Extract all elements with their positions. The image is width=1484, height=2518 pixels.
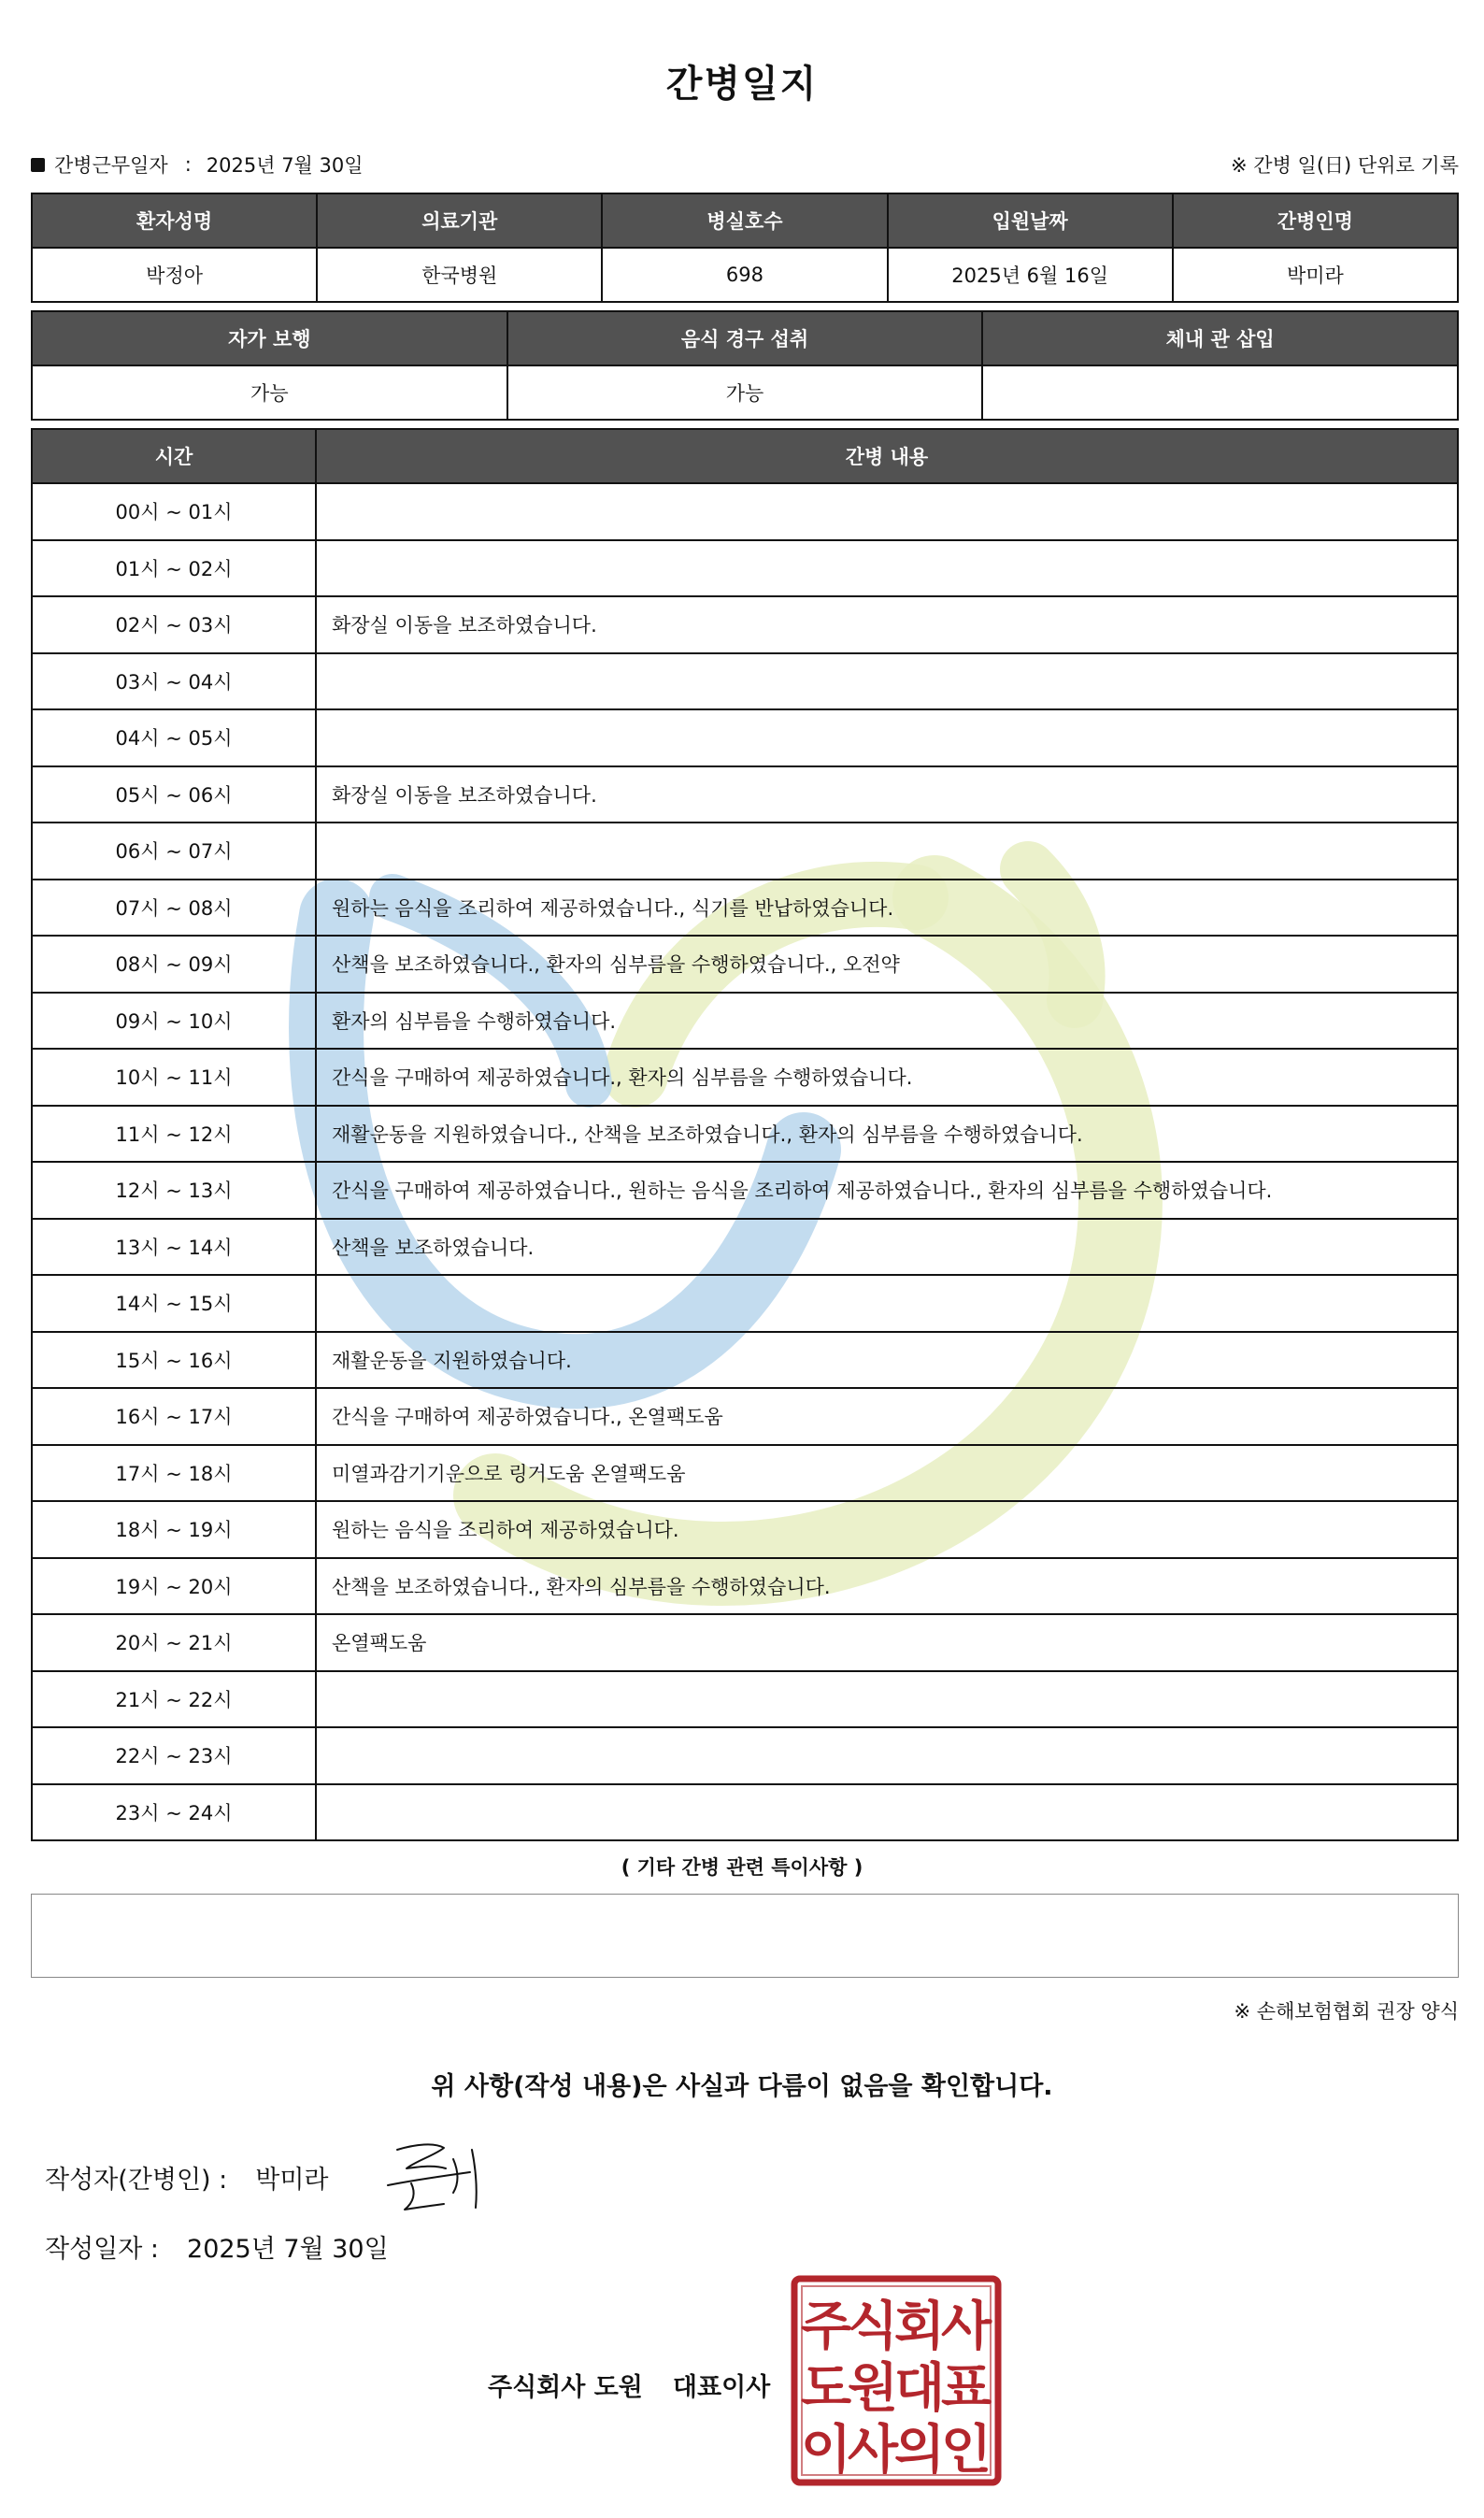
daily-record-note: ※ 간병 일(日) 단위로 기록 [1231, 154, 1459, 177]
author-name: 박미라 [255, 2166, 329, 2195]
care-log-time: 02시 ~ 03시 [32, 596, 316, 653]
care-log-time: 04시 ~ 05시 [32, 709, 316, 766]
care-log-row [32, 1106, 1458, 1163]
header-oral-intake: 음식 경구 섭취 [507, 311, 983, 365]
care-log-content [316, 1275, 1458, 1332]
patient-info-table [31, 193, 1459, 303]
work-date [31, 150, 364, 179]
care-log-content [316, 1671, 1458, 1728]
care-log-time: 14시 ~ 15시 [32, 1275, 316, 1332]
care-log-row [32, 823, 1458, 880]
work-date-value: 2025년 7월 30일 [206, 154, 364, 177]
header-tube-insertion: 체내 관 삽입 [982, 311, 1458, 365]
care-log-row [32, 1614, 1458, 1671]
recommended-form-note: ※ 손해보험협회 권장 양식 [1234, 2000, 1459, 2023]
care-log-content: 간식을 구매하여 제공하였습니다., 원하는 음식을 조리하여 제공하였습니다., 환자의 심부름을 수행하였습니다. [316, 1162, 1458, 1219]
notes-title: ( 기타 간병 관련 특이사항 ) [621, 1856, 863, 1879]
condition-value-row [32, 365, 1458, 420]
care-log-time: 15시 ~ 16시 [32, 1332, 316, 1389]
seal-character: 인 [940, 2420, 992, 2481]
care-log-row [32, 1388, 1458, 1445]
care-log-time: 18시 ~ 19시 [32, 1501, 316, 1558]
care-log-row [32, 1558, 1458, 1615]
care-log-row [32, 766, 1458, 823]
self-walking: 가능 [32, 365, 507, 420]
company-row [488, 2367, 770, 2403]
care-log-time: 22시 ~ 23시 [32, 1727, 316, 1784]
care-log-row [32, 1162, 1458, 1219]
oral-intake: 가능 [507, 365, 983, 420]
care-log-row [32, 709, 1458, 766]
header-self-walking: 자가 보행 [32, 311, 507, 365]
seal-character: 회 [893, 2296, 946, 2357]
care-log-content [316, 1727, 1458, 1784]
care-log-content: 산책을 보조하였습니다., 환자의 심부름을 수행하였습니다. [316, 1558, 1458, 1615]
meta-row [31, 150, 1459, 179]
care-log-content: 재활운동을 지원하였습니다., 산책을 보조하였습니다., 환자의 심부름을 수행하였습니다. [316, 1106, 1458, 1163]
admission-date: 2025년 6월 16일 [888, 248, 1173, 302]
care-log-content: 간식을 구매하여 제공하였습니다., 환자의 심부름을 수행하였습니다. [316, 1049, 1458, 1106]
seal-character: 이 [800, 2420, 852, 2481]
company-seal-icon [791, 2275, 1002, 2486]
patient-condition-table [31, 310, 1459, 421]
care-log-time: 13시 ~ 14시 [32, 1219, 316, 1276]
care-log-content: 재활운동을 지원하였습니다. [316, 1332, 1458, 1389]
tube-insertion [982, 365, 1458, 420]
care-log-row [32, 483, 1458, 540]
care-log-time: 19시 ~ 20시 [32, 1558, 316, 1615]
care-log-row [32, 596, 1458, 653]
room-number: 698 [602, 248, 887, 302]
care-log-row [32, 880, 1458, 937]
header-care-content: 간병 내용 [316, 429, 1458, 483]
care-log-time: 00시 ~ 01시 [32, 483, 316, 540]
company-name: 주식회사 도원 [488, 2373, 643, 2402]
care-log-time: 17시 ~ 18시 [32, 1445, 316, 1502]
care-log-time: 07시 ~ 08시 [32, 880, 316, 937]
care-log-time: 23시 ~ 24시 [32, 1784, 316, 1841]
care-log-content: 미열과감기기운으로 링거도움 온열팩도움 [316, 1445, 1458, 1502]
written-date-row [45, 2228, 389, 2265]
care-log-content [316, 1784, 1458, 1841]
care-log-row [32, 1784, 1458, 1841]
care-log-row [32, 1219, 1458, 1276]
written-date: 2025년 7월 30일 [187, 2235, 389, 2264]
care-log-content [316, 823, 1458, 880]
care-log-time: 21시 ~ 22시 [32, 1671, 316, 1728]
care-log-content: 화장실 이동을 보조하였습니다. [316, 766, 1458, 823]
care-log-row [32, 1501, 1458, 1558]
caregiver-name: 박미라 [1173, 248, 1458, 302]
care-log-row [32, 993, 1458, 1050]
care-log-row [32, 1727, 1458, 1784]
care-log-content: 화장실 이동을 보조하였습니다. [316, 596, 1458, 653]
seal-character: 식 [847, 2296, 899, 2357]
notes-box [31, 1894, 1459, 1978]
header-patient-name: 환자성명 [32, 193, 317, 248]
confirmation-statement: 위 사항(작성 내용)은 사실과 다름이 없음을 확인합니다. [431, 2072, 1053, 2101]
seal-character: 사 [940, 2296, 992, 2357]
care-log-time: 09시 ~ 10시 [32, 993, 316, 1050]
work-date-label: 간병근무일자 [54, 154, 168, 177]
care-log-content: 간식을 구매하여 제공하였습니다., 온열팩도움 [316, 1388, 1458, 1445]
care-log-header-row [32, 429, 1458, 483]
care-log-content: 원하는 음식을 조리하여 제공하였습니다. [316, 1501, 1458, 1558]
care-log-content [316, 653, 1458, 710]
seal-character: 표 [940, 2358, 992, 2419]
care-log-content: 환자의 심부름을 수행하였습니다. [316, 993, 1458, 1050]
care-log-content [316, 540, 1458, 597]
care-log-content: 산책을 보조하였습니다., 환자의 심부름을 수행하였습니다., 오전약 [316, 936, 1458, 993]
seal-character: 사 [847, 2420, 899, 2481]
patient-name: 박정아 [32, 248, 317, 302]
care-log-row [32, 653, 1458, 710]
seal-character: 주 [800, 2296, 852, 2357]
patient-info-value-row [32, 248, 1458, 302]
care-log-row [32, 540, 1458, 597]
seal-character: 원 [847, 2358, 899, 2419]
care-log-content: 원하는 음식을 조리하여 제공하였습니다., 식기를 반납하였습니다. [316, 880, 1458, 937]
header-room-number: 병실호수 [602, 193, 887, 248]
seal-character: 도 [800, 2358, 852, 2419]
seal-character: 의 [893, 2420, 946, 2481]
ceo-label: 대표이사 [672, 2373, 771, 2402]
signature-icon [378, 2131, 514, 2225]
work-date-separator: : [184, 153, 192, 176]
care-log-time: 05시 ~ 06시 [32, 766, 316, 823]
care-log-row [32, 1671, 1458, 1728]
care-log-time: 16시 ~ 17시 [32, 1388, 316, 1445]
care-log-row [32, 1275, 1458, 1332]
written-date-label: 작성일자 : [45, 2235, 160, 2264]
hospital: 한국병원 [317, 248, 602, 302]
header-admission-date: 입원날짜 [888, 193, 1173, 248]
care-log-time: 03시 ~ 04시 [32, 653, 316, 710]
care-log-row [32, 936, 1458, 993]
care-log-content: 온열팩도움 [316, 1614, 1458, 1671]
author-label: 작성자(간병인) : [45, 2166, 228, 2195]
patient-info-header-row [32, 193, 1458, 248]
care-log-table [31, 428, 1459, 1841]
care-log-row [32, 1445, 1458, 1502]
care-log-content: 산책을 보조하였습니다. [316, 1219, 1458, 1276]
care-log-time: 12시 ~ 13시 [32, 1162, 316, 1219]
care-log-time: 01시 ~ 02시 [32, 540, 316, 597]
care-log-content [316, 483, 1458, 540]
care-log-time: 11시 ~ 12시 [32, 1106, 316, 1163]
header-hospital: 의료기관 [317, 193, 602, 248]
care-log-content [316, 709, 1458, 766]
header-caregiver-name: 간병인명 [1173, 193, 1458, 248]
care-log-time: 20시 ~ 21시 [32, 1614, 316, 1671]
header-time: 시간 [32, 429, 316, 483]
square-bullet-icon [31, 158, 45, 172]
care-log-body [32, 483, 1458, 1840]
care-log-time: 06시 ~ 07시 [32, 823, 316, 880]
care-log-time: 10시 ~ 11시 [32, 1049, 316, 1106]
page-title: 간병일지 [665, 63, 819, 106]
care-log-time: 08시 ~ 09시 [32, 936, 316, 993]
care-log-row [32, 1049, 1458, 1106]
seal-character: 대 [893, 2358, 946, 2419]
care-log-row [32, 1332, 1458, 1389]
condition-header-row [32, 311, 1458, 365]
author-row [45, 2159, 329, 2196]
